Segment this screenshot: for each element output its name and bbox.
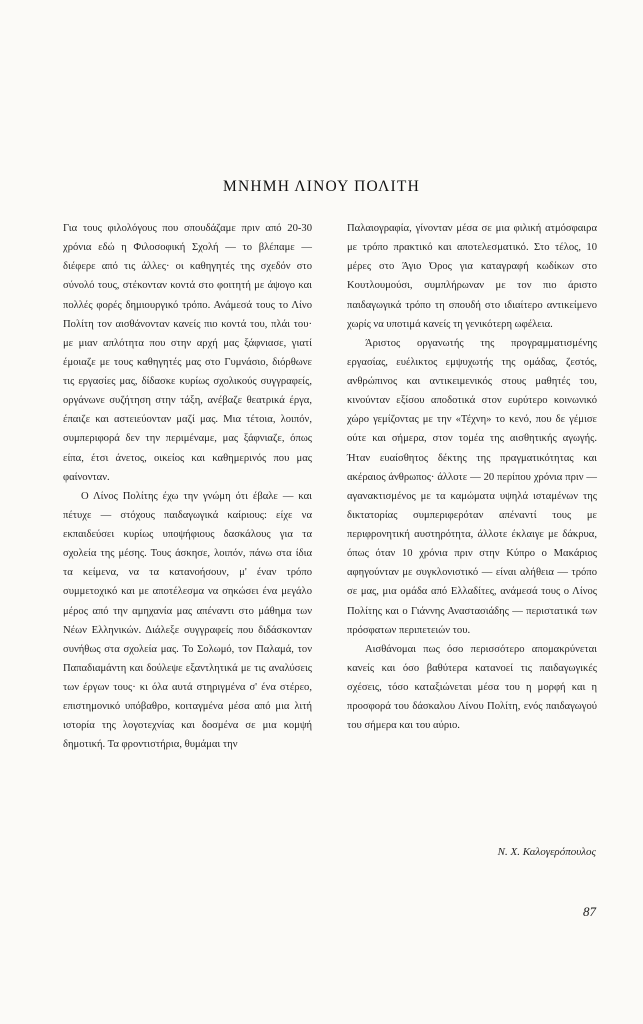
paragraph-1: Για τους φιλολόγους που σπουδάζαμε πριν από 20-30 χρόνια εδώ η Φιλοσοφική Σχολή — το βλέπαμε — διέφερε από τις άλλες· οι καθηγητές της σχεδόν στο σύνολό τους, στέκονταν κοντά στο φοιτητή με άψογο και πολλές φορές δημιουργικό τρόπο. Ανάμεσά τους το Λίνο Πολίτη τον αισθάνονταν κανείς πιο κοντά του, πλάι του· με μιαν απλότητα που στην αρχή μας ξάφνιασε, γιατί έμοιαζε με τους καθηγητές μας στο Γυμνάσιο, διόρθωνε τις εργασίες μας, δίδασκε κυρίως σχολικούς συγγραφείς, οργάνωνε συζήτηση στην τάξη, ανέβαζε θεατρικά έργα, έπαιζε και αστειεύονταν μαζί μας. Μια τέτοια, λοιπόν, συμπεριφορά δεν την περιμέναμε, μας ξάφνιαζε, όπως είπα, έτσι άνετος, οικείος και καθημερινός που μας φαίνονταν.	[63, 223, 312, 483]
page-number: 87	[583, 904, 596, 919]
paragraph-2: Ο Λίνος Πολίτης έχω την γνώμη ότι έβαλε — και πέτυχε — στόχους παιδαγωγικά καίριους: είχε να εκπαιδεύσει κυρίως υποψήφιους δασκάλους για τα σχολεία της μέσης. Τους άσκησε, λοιπόν, πάνω στα ίδια τα κείμενα, να τα κατανοήσουν, μ' έναν τρόπο συμμετοχικό και με αποτέλεσμα να σηκώσει ένα μεγάλο μέρος από την αμηχανία μας απέναντι στο μάθημα των Νέων Ελληνικών. Διάλεξε συγγραφείς που διδάσκονταν συνήθως στα σχολεία μας. Το Σολωμό, τον Παλαμά, τον Παπαδιαμάντη και δούλεψε εξαντλητικά με τις αναλύσεις των έργων τους· κι όλα αυτά στηριγμένα σ' ένα στέρεο, επιστημονικό υπόβαθρο, κοιταγμένα μέσα από μια λιτή ιστορία της λογοτεχνίας και δοσμένα σε μια κομψή δημοτική. Τα φροντιστήρια, θυμάμαι την	[63, 490, 312, 751]
right-column	[347, 219, 597, 735]
left-column	[63, 219, 312, 755]
paragraph-3: Άριστος οργανωτής της προγραμματισμένης εργασίας, ευέλικτος εμψυχωτής της ομάδας, ζεστός, ανθρώπινος και αντικειμενικός στους μαθητές του, κινούνταν εξίσου αποδοτικά στον ευρύτερο κοινωνικό χώρο γεμίζοντας με την «Τέχνη» το κενό, που δε γέμισε ούτε και σήμερα, στον τομέα της αισθητικής αγωγής. Ήταν ευαίσθητος δέκτης της πραγματικότητας και ακέραιος άνθρωπος· άλλοτε — 20 περίπου χρόνια πριν — αγανακτισμένος με τα καμώματα υψηλά ισταμένων της δικτατορίας συμπεριφερόταν απέναντί τους με περιφρονητική αυστηρότητα, άλλοτε έκλαιγε με δάκρυα, όπως όταν 10 χρόνια πριν στην Κύπρο ο Μακάριος αφηγούνταν με συγκλονιστικό — είναι αλήθεια — τρόπο σε μας, μια ομάδα από Ελλαδίτες, ανάμεσά τους ο Λίνος Πολίτης και ο Γιάννης Αναστασιάδης — περιστατικά των πρόσφατων περιπετειών του.	[347, 337, 597, 636]
author-signature: Ν. Χ. Καλογερόπουλος	[497, 846, 596, 858]
paragraph-4: Αισθάνομαι πως όσο περισσότερο απομακρύνεται κανείς και όσο βαθύτερα κατανοεί τις παιδαγωγικές σχέσεις, τόσο καταξιώνεται μέσα του η μορφή και η προσφορά του δάσκαλου Λίνου Πολίτη, ενός παιδαγωγού του σήμερα και του αύριο.	[347, 643, 597, 732]
article-title: ΜΝΗΜΗ ΛΙΝΟΥ ΠΟΛΙΤΗ	[223, 178, 420, 195]
paragraph-2-continued: Παλαιογραφία, γίνονταν μέσα σε μια φιλική ατμόσφαιρα με τρόπο πρακτικό και αποτελεσματικό. Στο τέλος, 10 μέρες στο Άγιο Όρος για καταγραφή κωδίκων στο Κουτλουμούσι, συμπλήρωναν με τον πιο άριστο παιδαγωγικά τρόπο τη σπουδή στο ιδιαίτερο αντικείμενο χωρίς να υποτιμά κανείς τη γενικότερη ωφέλεια.	[347, 223, 597, 330]
